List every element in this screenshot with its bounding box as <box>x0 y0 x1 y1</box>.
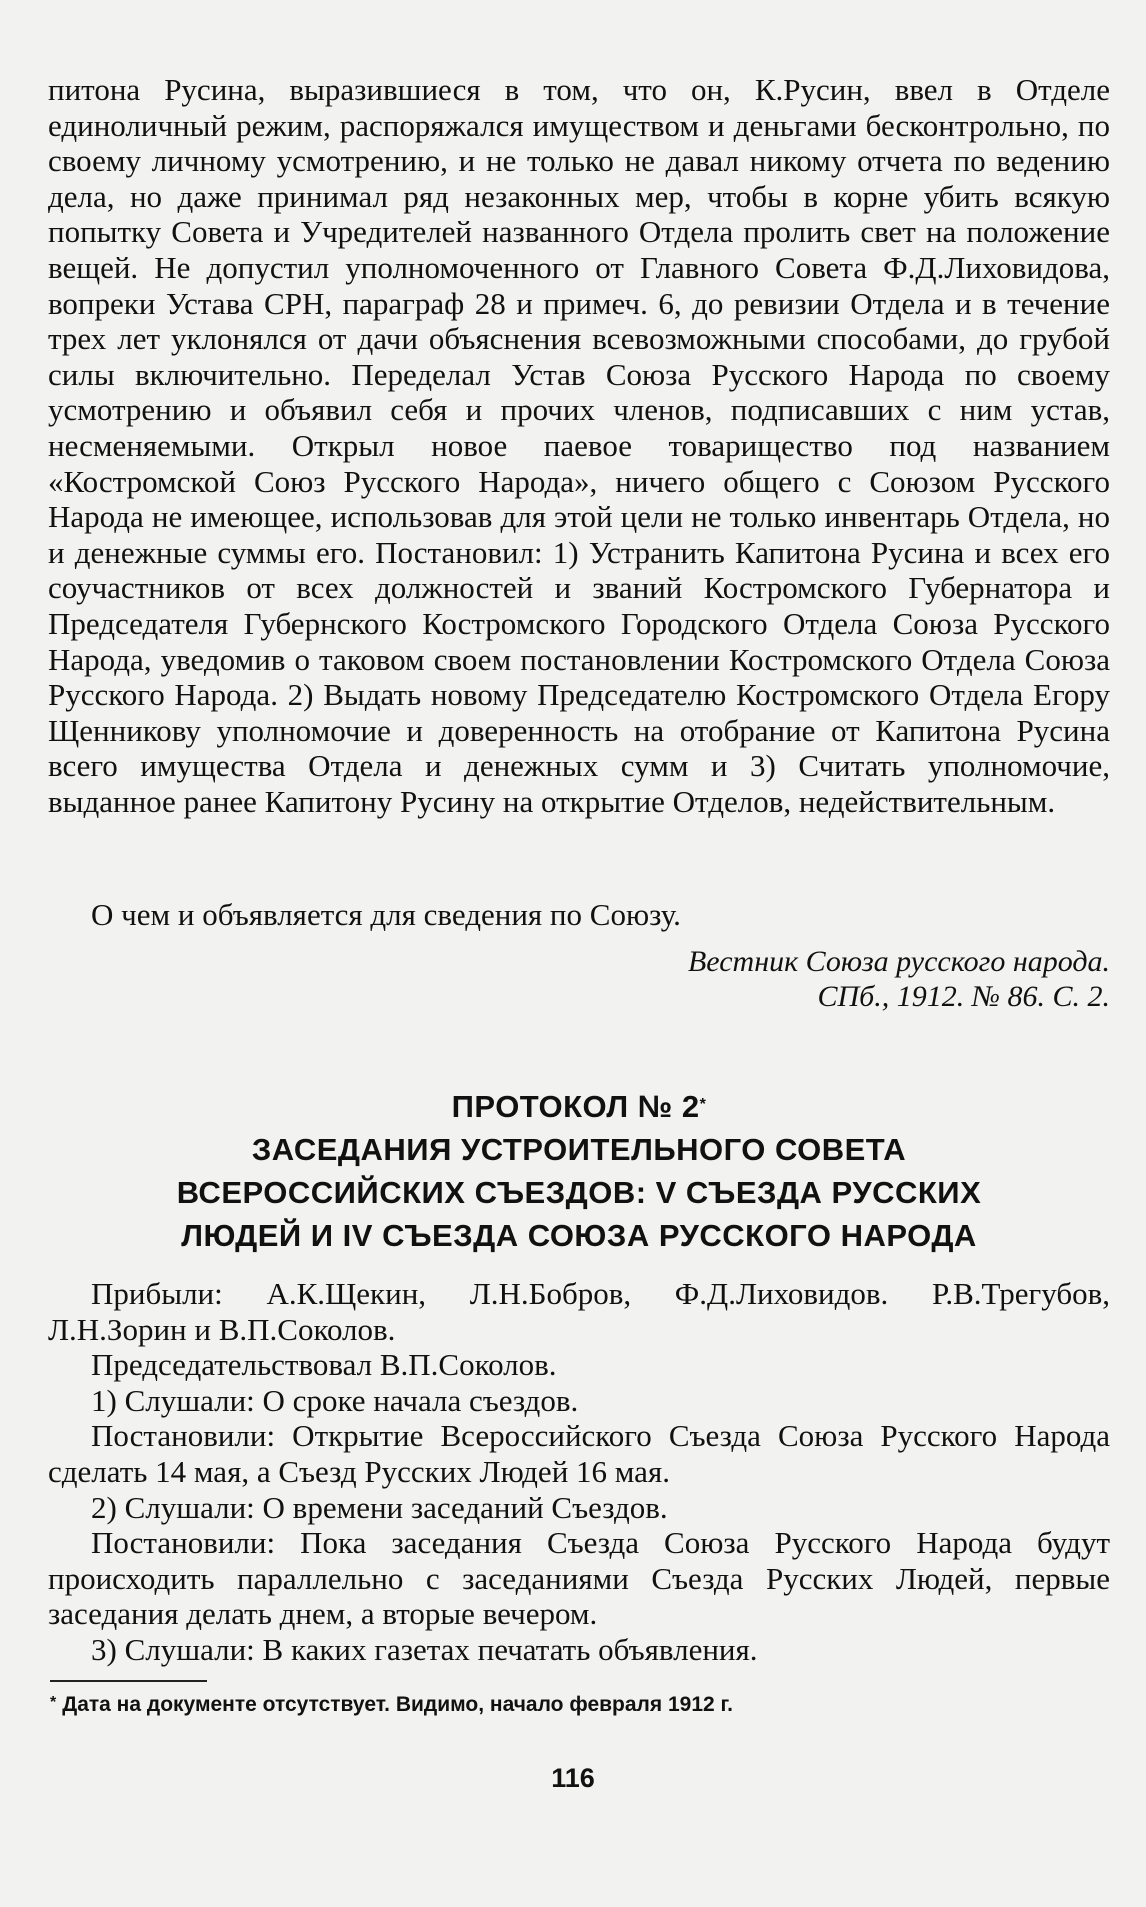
heading-line-3: ВСЕРОССИЙСКИХ СЪЕЗДОВ: V СЪЕЗДА РУССКИХ <box>176 1175 982 1210</box>
footnote-mark: * <box>50 1694 57 1711</box>
protocol-chair: Председательствовал В.П.Соколов. <box>91 1347 557 1383</box>
protocol-heading <box>48 1085 1110 1257</box>
protocol-item-2-resolved: Постановили: Пока заседания Съезда Союза Русского Народа будут происходить параллельно с заседаниями Съезда Русских Людей, первые заседания делать днем, а вторые вечером. <box>48 1525 1110 1632</box>
heading-line-4: ЛЮДЕЙ И IV СЪЕЗДА СОЮЗА РУССКОГО НАРОДА <box>181 1218 977 1253</box>
heading-line-1: ПРОТОКОЛ № 2* <box>451 1089 707 1124</box>
source-citation-line-1: Вестник Союза русского народа. <box>687 945 1110 978</box>
source-citation <box>410 944 1110 1014</box>
body-paragraph-continued: питона Русина, выразившиеся в том, что он, К.Русин, ввел в Отделе единоличный режим, распоряжался имуществом и деньгами бесконтрольно, по своему личному усмотрению, и не только не давал никому отчета по ведению дела, но даже принимал ряд незаконных мер, чтобы в корне убить всякую попытку Совета и Учредителей названного Отдела пролить свет на положение вещей. Не допустил уполномоченного от Главного Совета Ф.Д.Лиховидова, вопреки Устава СРН, параграф 28 и примеч. 6, до ревизии Отдела и в течение трех лет уклонялся от дачи объяснения всевозможными способами, до грубой силы включительно. Переделал Устав Союза Русского Народа по своему усмотрению и объявил себя и прочих членов, подписавших с ним устав, несменяемыми. Открыл новое паевое товарищество под названием «Костромской Союз Русского Народа», ничего общего с Союзом Русского Народа не имеющее, использовав для этой цели не только инвентарь Отдела, но и денежные суммы его. Постановил: 1) Устранить Капитона Русина и всех его соучастников от всех должностей и званий Костромского Губернатора и Председателя Губернского Костромского Городского Отдела Союза Русского Народа, уведомив о таковом своем постановлении Костромского Отдела Союза Русского Народа. 2) Выдать новому Председателю Костромского Отдела Егору Щенникову уполномочие и доверенность на отобрание от Капитона Русина всего имущества Отдела и денежных сумм и 3) Считать уполномочие, выданное ранее Капитону Русину на открытие Отделов, недействительным. <box>48 72 1110 819</box>
heading-line-2: ЗАСЕДАНИЯ УСТРОИТЕЛЬНОГО СОВЕТА <box>251 1132 907 1167</box>
protocol-attendees: Прибыли: А.К.Щекин, Л.Н.Бобров, Ф.Д.Лиховидов. Р.В.Трегубов, Л.Н.Зорин и В.П.Соколов. <box>48 1276 1110 1347</box>
protocol-item-3-heard: 3) Слушали: В каких газетах печатать объявления. <box>91 1631 758 1667</box>
footnote <box>50 1692 1110 1718</box>
heading-footnote-mark: * <box>699 1096 707 1113</box>
page-number: 116 <box>551 1763 595 1793</box>
protocol-item-2-heard: 2) Слушали: О времени заседаний Съездов. <box>91 1489 668 1525</box>
protocol-item-1-heard: 1) Слушали: О сроке начала съездов. <box>91 1382 579 1418</box>
body-paragraph-announcement: О чем и объявляется для сведения по Союзу. <box>91 897 681 932</box>
source-citation-line-2: СПб., 1912. № 86. С. 2. <box>817 980 1110 1013</box>
protocol-body <box>48 1276 1110 1668</box>
protocol-item-1-resolved: Постановили: Открытие Всероссийского Съезда Союза Русского Народа сделать 14 мая, а Съезд Русских Людей 16 мая. <box>48 1418 1110 1489</box>
footnote-divider <box>50 1680 207 1682</box>
footnote-text: Дата на документе отсутствует. Видимо, начало февраля 1912 г. <box>62 1693 733 1716</box>
